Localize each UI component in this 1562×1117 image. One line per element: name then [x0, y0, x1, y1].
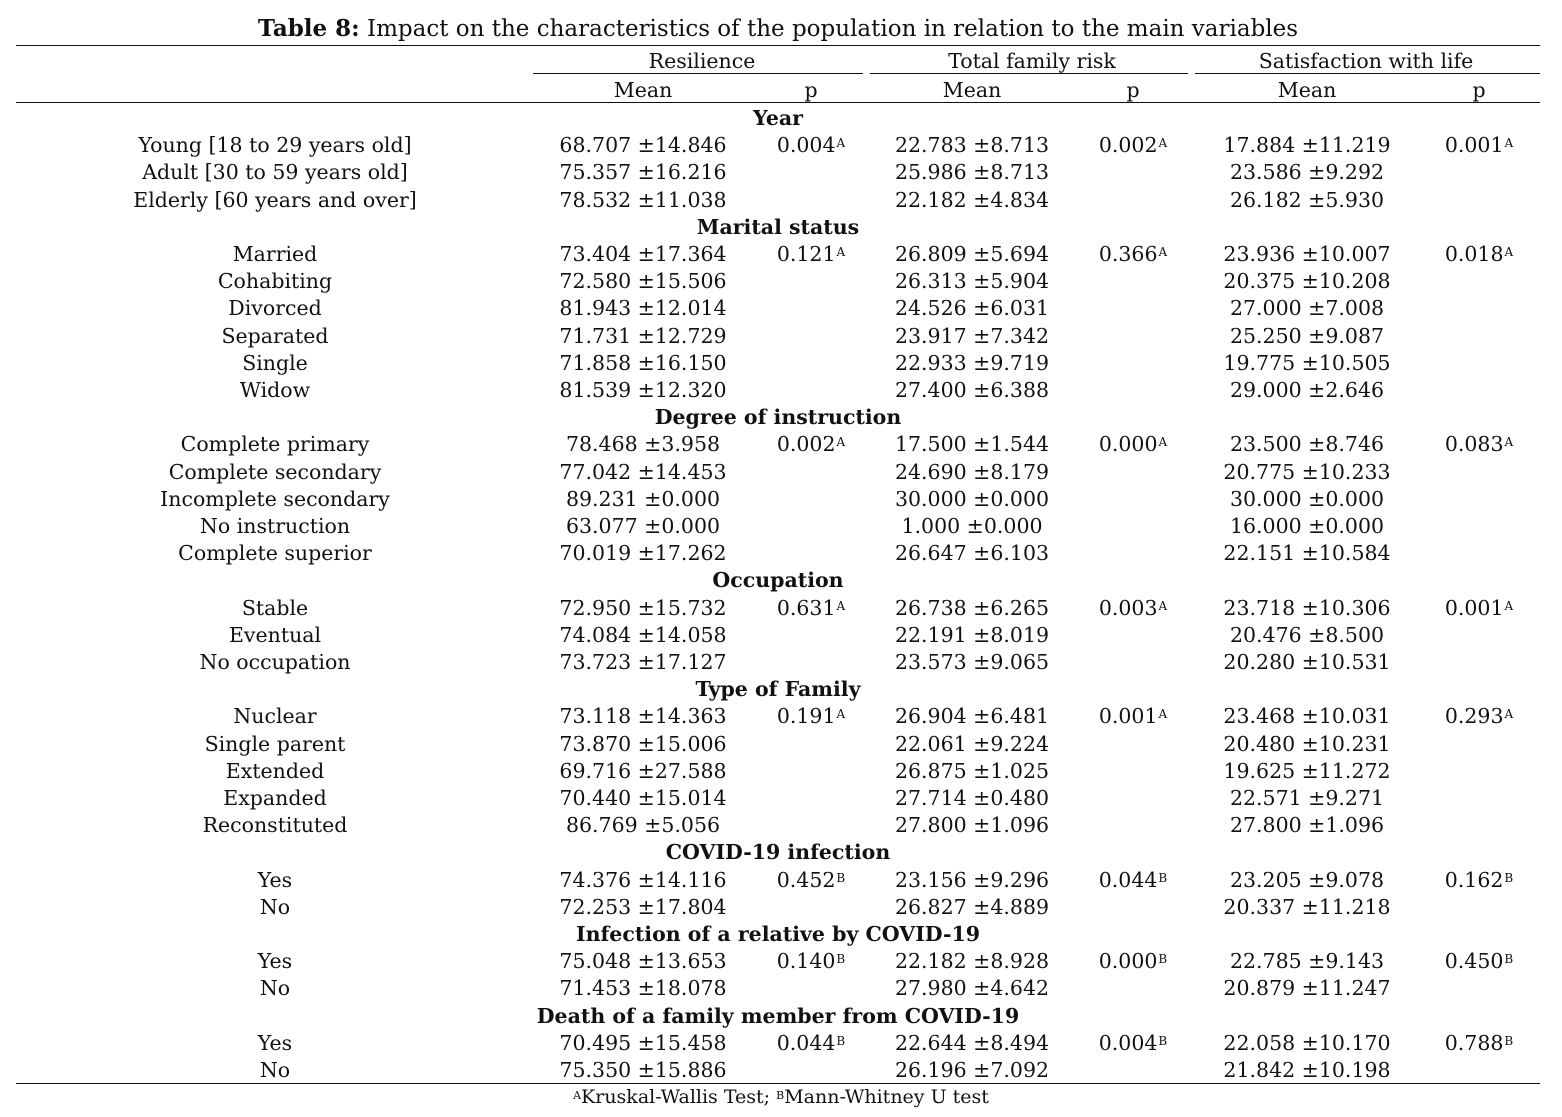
satisfaction-mean: 23.718 ±10.306: [1223, 595, 1391, 620]
satisfaction-mean: 20.476 ±8.500: [1229, 622, 1385, 647]
satisfaction-p: [1445, 1030, 1514, 1056]
row-label: Yes: [257, 949, 293, 974]
resilience-mean: 71.453 ±18.078: [559, 976, 727, 1001]
row-label: No: [259, 894, 291, 919]
family-risk-mean: 24.690 ±8.179: [894, 459, 1050, 484]
resilience-mean: 78.532 ±11.038: [559, 187, 727, 212]
resilience-mean: 70.019 ±17.262: [559, 541, 727, 566]
satisfaction-p-value: 0.083: [1444, 432, 1504, 457]
section-title: Degree of instruction: [654, 405, 902, 430]
satisfaction-mean: 19.775 ±10.505: [1223, 350, 1391, 375]
resilience-mean: 72.253 ±17.804: [559, 894, 727, 919]
resilience-mean: 63.077 ±0.000: [565, 514, 721, 538]
family-risk-mean: 22.191 ±8.019: [894, 622, 1050, 647]
family-risk-p-test-mark: B: [1158, 870, 1168, 885]
resilience-mean: 73.723 ±17.127: [559, 650, 727, 674]
satisfaction-mean: 20.280 ±10.531: [1223, 650, 1391, 674]
resilience-p-test-mark: B: [836, 1033, 846, 1048]
family-risk-mean: 26.904 ±6.481: [894, 704, 1050, 729]
family-risk-p: [1099, 1030, 1168, 1056]
family-risk-p-test-mark: A: [1158, 707, 1168, 722]
resilience-mean: 75.048 ±13.653: [559, 949, 727, 974]
resilience-p: [777, 867, 846, 893]
resilience-mean: 73.118 ±14.363: [559, 704, 727, 729]
family-risk-mean: 22.061 ±9.224: [894, 731, 1050, 756]
satisfaction-p-value: 0.293: [1444, 704, 1504, 729]
satisfaction-mean: 23.586 ±9.292: [1229, 160, 1385, 185]
table-caption-text: Impact on the characteristics of the population in relation to the main variables: [359, 16, 1299, 42]
family-risk-mean: 22.182 ±4.834: [894, 187, 1050, 212]
family-risk-mean: 23.917 ±7.342: [894, 323, 1050, 348]
row-label: Reconstituted: [202, 813, 348, 838]
satisfaction-p-test-mark: A: [1504, 136, 1514, 151]
satisfaction-p: [1445, 867, 1514, 893]
row-label: Expanded: [223, 786, 327, 810]
satisfaction-p-test-mark: B: [1504, 870, 1514, 885]
resilience-p-value: 0.044: [776, 1030, 836, 1055]
resilience-p: [777, 241, 845, 267]
resilience-p-value: 0.631: [776, 595, 836, 620]
resilience-mean: 70.440 ±15.014: [559, 786, 727, 810]
resilience-p: [777, 132, 845, 158]
resilience-p: [777, 703, 845, 729]
row-label: Nuclear: [233, 704, 317, 729]
family-risk-mean: 27.400 ±6.388: [894, 378, 1050, 402]
row-label: Incomplete secondary: [160, 486, 390, 511]
row-label: Eventual: [228, 622, 322, 647]
subheader-satisfaction-mean: Mean: [1277, 78, 1337, 102]
satisfaction-p-value: 0.001: [1444, 133, 1504, 158]
resilience-p-test-mark: A: [836, 435, 846, 450]
satisfaction-mean: 20.480 ±10.231: [1223, 731, 1391, 756]
family-risk-mean: 26.809 ±5.694: [894, 242, 1050, 266]
resilience-mean: 81.943 ±12.014: [559, 296, 727, 321]
row-label: Young [18 to 29 years old]: [138, 133, 412, 158]
group-header-satisfaction: Satisfaction with life: [1258, 49, 1474, 73]
resilience-mean: 73.404 ±17.364: [559, 242, 727, 266]
satisfaction-p-value: 0.162: [1444, 867, 1504, 892]
row-label: Elderly [60 years and over]: [133, 187, 417, 212]
section-title: Infection of a relative by COVID-19: [575, 922, 981, 946]
family-risk-mean: 23.156 ±9.296: [894, 867, 1050, 892]
resilience-mean: 72.580 ±15.506: [559, 269, 727, 294]
resilience-mean: 72.950 ±15.732: [559, 595, 727, 620]
satisfaction-p: [1445, 595, 1513, 621]
bottom-rule: [16, 1083, 1540, 1084]
row-label: Yes: [257, 867, 293, 892]
resilience-p: [777, 1030, 846, 1056]
resilience-mean: 68.707 ±14.846: [559, 133, 727, 158]
satisfaction-p-test-mark: A: [1504, 707, 1514, 722]
row-label: No instruction: [199, 514, 351, 538]
satisfaction-mean: 25.250 ±9.087: [1229, 323, 1385, 348]
satisfaction-mean: 20.337 ±11.218: [1223, 894, 1391, 919]
group-header-family-risk: Total family risk: [948, 49, 1116, 73]
row-label: Divorced: [228, 296, 322, 321]
footnote-mark-b: B: [776, 1089, 785, 1102]
family-risk-mean: 26.875 ±1.025: [894, 758, 1050, 783]
family-risk-p-value: 0.003: [1098, 595, 1158, 620]
section-title: Type of Family: [695, 677, 861, 702]
family-risk-p-test-mark: A: [1158, 136, 1168, 151]
satisfaction-p-test-mark: B: [1504, 1033, 1514, 1048]
family-risk-p-test-mark: A: [1158, 435, 1168, 450]
resilience-p: [777, 431, 845, 457]
resilience-p-value: 0.191: [776, 704, 836, 729]
resilience-p-test-mark: B: [836, 952, 846, 967]
subheader-resilience-p: p: [804, 78, 818, 102]
satisfaction-mean: 20.775 ±10.233: [1223, 459, 1391, 484]
row-label: Adult [30 to 59 years old]: [142, 160, 408, 185]
row-label: Married: [232, 242, 318, 266]
table-caption-label: Table 8:: [257, 15, 360, 42]
row-label: Extended: [225, 758, 325, 783]
satisfaction-p-value: 0.018: [1444, 242, 1504, 266]
satisfaction-p: [1445, 948, 1514, 974]
family-risk-mean: 25.986 ±8.713: [894, 160, 1050, 185]
subheader-family-risk-p: p: [1126, 78, 1140, 102]
family-risk-mean: 27.980 ±4.642: [894, 976, 1050, 1001]
resilience-mean: 75.357 ±16.216: [559, 160, 727, 185]
footnote-text-b: Mann-Whitney U test: [784, 1086, 989, 1108]
family-risk-p: [1099, 431, 1167, 457]
satisfaction-mean: 22.058 ±10.170: [1223, 1030, 1391, 1055]
satisfaction-mean: 20.879 ±11.247: [1223, 976, 1391, 1001]
family-risk-p: [1099, 595, 1167, 621]
resilience-mean: 70.495 ±15.458: [559, 1030, 727, 1055]
satisfaction-p-test-mark: A: [1504, 435, 1514, 450]
family-risk-mean: 26.647 ±6.103: [894, 541, 1050, 566]
resilience-p: [777, 595, 845, 621]
resilience-p-value: 0.121: [776, 242, 836, 266]
satisfaction-p: [1445, 703, 1513, 729]
row-label: Single: [242, 350, 308, 375]
row-label: No: [259, 976, 291, 1001]
family-risk-mean: 26.738 ±6.265: [894, 595, 1050, 620]
row-label: Widow: [239, 378, 311, 402]
resilience-mean: 75.350 ±15.886: [559, 1058, 727, 1082]
satisfaction-mean: 30.000 ±0.000: [1229, 486, 1385, 511]
family-risk-p-test-mark: A: [1158, 598, 1168, 613]
family-risk-p-value: 0.002: [1098, 133, 1158, 158]
resilience-mean: 74.084 ±14.058: [559, 622, 727, 647]
satisfaction-p-value: 0.450: [1444, 949, 1504, 974]
satisfaction-mean: 26.182 ±5.930: [1229, 187, 1385, 212]
family-risk-p-value: 0.004: [1098, 1030, 1158, 1055]
satisfaction-mean: 16.000 ±0.000: [1229, 514, 1385, 538]
satisfaction-mean: 27.800 ±1.096: [1229, 813, 1385, 838]
table-caption: [16, 14, 1540, 44]
satisfaction-mean: 19.625 ±11.272: [1223, 758, 1391, 783]
resilience-mean: 81.539 ±12.320: [559, 378, 727, 402]
family-risk-mean: 24.526 ±6.031: [894, 296, 1050, 321]
resilience-mean: 74.376 ±14.116: [559, 867, 727, 892]
family-risk-p-test-mark: B: [1158, 952, 1168, 967]
row-label: Stable: [241, 595, 309, 620]
row-label: Cohabiting: [217, 269, 333, 294]
section-title: Death of a family member from COVID-19: [536, 1003, 1020, 1028]
row-label: Separated: [221, 323, 329, 348]
family-risk-mean: 27.714 ±0.480: [894, 786, 1050, 810]
satisfaction-mean: 22.785 ±9.143: [1229, 949, 1385, 974]
row-label: Complete secondary: [168, 459, 382, 484]
satisfaction-p-value: 0.001: [1444, 595, 1504, 620]
resilience-mean: 71.731 ±12.729: [559, 323, 727, 348]
family-risk-p: [1099, 703, 1167, 729]
group-header-resilience: Resilience: [648, 49, 756, 73]
satisfaction-p-test-mark: B: [1504, 952, 1514, 967]
row-label: Complete superior: [178, 541, 372, 566]
resilience-mean: 89.231 ±0.000: [565, 486, 721, 511]
satisfaction-mean: 22.571 ±9.271: [1229, 786, 1385, 810]
family-risk-p: [1099, 132, 1167, 158]
family-risk-p-value: 0.001: [1098, 704, 1158, 729]
family-risk-p-value: 0.044: [1098, 867, 1158, 892]
resilience-p-value: 0.140: [776, 949, 836, 974]
resilience-mean: 73.870 ±15.006: [559, 731, 727, 756]
table-footnote: [0, 1085, 1562, 1109]
family-risk-mean: 30.000 ±0.000: [894, 486, 1050, 511]
section-title: COVID-19 infection: [665, 840, 891, 865]
section-title: Year: [753, 106, 803, 130]
row-label: No: [259, 1058, 291, 1082]
family-risk-mean: 23.573 ±9.065: [894, 650, 1050, 674]
family-risk-mean: 26.313 ±5.904: [894, 269, 1050, 294]
family-risk-mean: 22.783 ±8.713: [894, 133, 1050, 158]
family-risk-p: [1099, 241, 1167, 267]
resilience-mean: 86.769 ±5.056: [565, 813, 721, 838]
family-risk-mean: 26.196 ±7.092: [894, 1058, 1050, 1082]
family-risk-mean: 22.644 ±8.494: [894, 1030, 1050, 1055]
resilience-mean: 69.716 ±27.588: [559, 758, 727, 783]
family-risk-p: [1099, 948, 1168, 974]
family-risk-mean: 22.933 ±9.719: [894, 350, 1050, 375]
satisfaction-p-test-mark: A: [1504, 598, 1514, 613]
footnote-mark-a: A: [573, 1089, 582, 1102]
satisfaction-mean: 22.151 ±10.584: [1223, 541, 1391, 566]
satisfaction-p-value: 0.788: [1444, 1030, 1504, 1055]
family-risk-p-value: 0.000: [1098, 949, 1158, 974]
satisfaction-mean: 23.500 ±8.746: [1229, 432, 1385, 457]
resilience-p-test-mark: A: [836, 598, 846, 613]
subheader-resilience-mean: Mean: [613, 78, 673, 102]
family-risk-p-value: 0.000: [1098, 432, 1158, 457]
resilience-p-value: 0.004: [776, 133, 836, 158]
family-risk-mean: 17.500 ±1.544: [894, 432, 1050, 457]
family-risk-p-value: 0.366: [1098, 242, 1158, 266]
satisfaction-p-test-mark: A: [1504, 245, 1514, 259]
resilience-p-value: 0.452: [776, 867, 836, 892]
resilience-p-test-mark: B: [836, 870, 846, 885]
top-rule: [16, 45, 1540, 46]
satisfaction-mean: 21.842 ±10.198: [1223, 1058, 1391, 1082]
satisfaction-p: [1445, 431, 1513, 457]
satisfaction-mean: 23.468 ±10.031: [1223, 704, 1391, 729]
satisfaction-p: [1445, 132, 1513, 158]
row-label: Single parent: [204, 731, 346, 756]
family-risk-mean: 1.000 ±0.000: [901, 514, 1043, 538]
resilience-p-value: 0.002: [776, 432, 836, 457]
resilience-p-test-mark: A: [836, 245, 846, 259]
resilience-mean: 77.042 ±14.453: [559, 459, 727, 484]
satisfaction-mean: 20.375 ±10.208: [1223, 269, 1391, 294]
resilience-mean: 78.468 ±3.958: [565, 432, 721, 457]
row-label: Complete primary: [180, 432, 370, 457]
family-risk-p: [1099, 867, 1168, 893]
family-risk-mean: 26.827 ±4.889: [894, 894, 1050, 919]
satisfaction-p: [1445, 241, 1513, 267]
row-label: No occupation: [199, 650, 351, 674]
row-label: Yes: [257, 1030, 293, 1055]
satisfaction-mean: 23.936 ±10.007: [1223, 242, 1391, 266]
section-title: Occupation: [712, 568, 844, 593]
satisfaction-mean: 29.000 ±2.646: [1229, 378, 1385, 402]
resilience-mean: 71.858 ±16.150: [559, 350, 727, 375]
subheader-family-risk-mean: Mean: [942, 78, 1002, 102]
resilience-p-test-mark: A: [836, 136, 846, 151]
footnote-text-a: Kruskal-Wallis Test;: [581, 1086, 777, 1108]
subheader-satisfaction-p: p: [1472, 78, 1486, 102]
satisfaction-mean: 27.000 ±7.008: [1229, 296, 1385, 321]
family-risk-mean: 22.182 ±8.928: [894, 949, 1050, 974]
section-title: Marital status: [696, 214, 860, 239]
resilience-p: [777, 948, 846, 974]
family-risk-p-test-mark: A: [1158, 245, 1168, 259]
family-risk-mean: 27.800 ±1.096: [894, 813, 1050, 838]
family-risk-p-test-mark: B: [1158, 1033, 1168, 1048]
satisfaction-mean: 17.884 ±11.219: [1223, 133, 1391, 158]
resilience-p-test-mark: A: [836, 707, 846, 722]
satisfaction-mean: 23.205 ±9.078: [1229, 867, 1385, 892]
